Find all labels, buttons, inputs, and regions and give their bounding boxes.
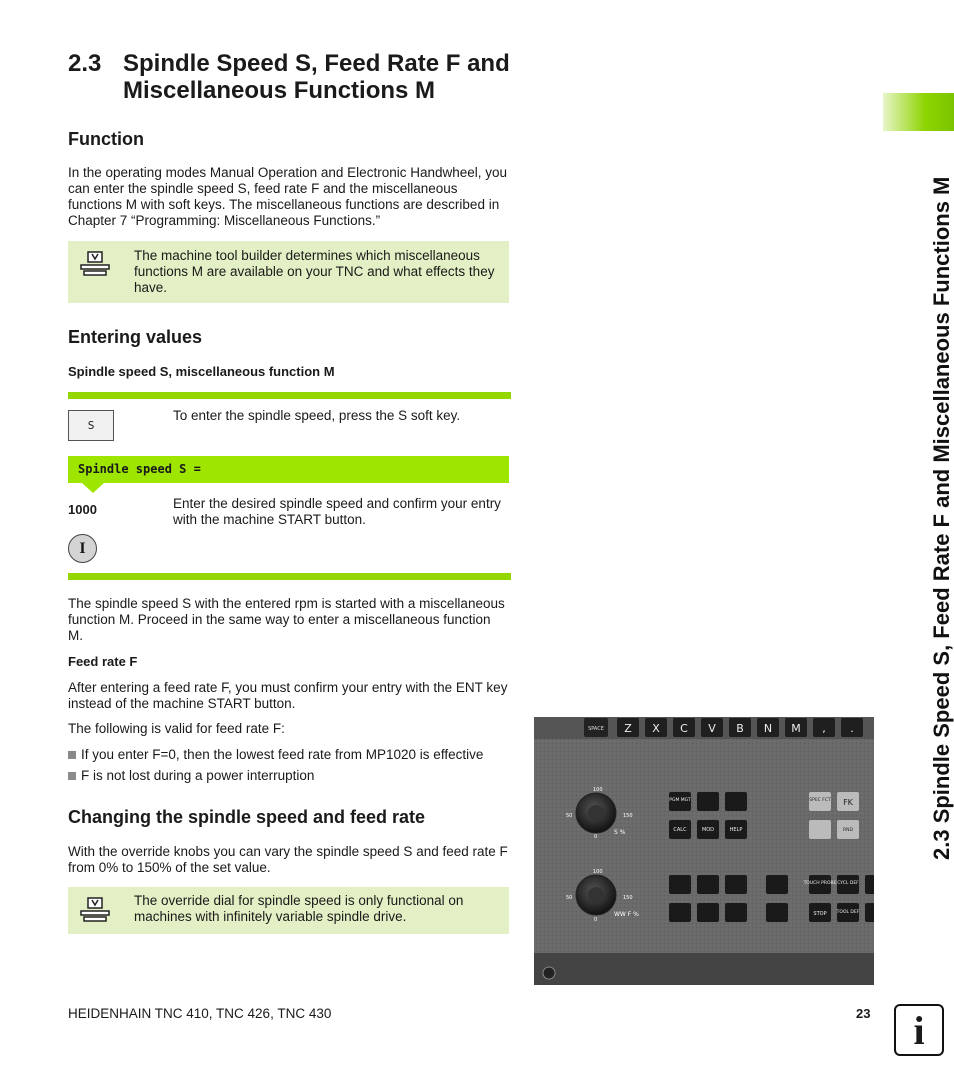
letter-key (841, 718, 863, 737)
input-value: 1000 (68, 502, 97, 517)
letter-key-label: N (763, 722, 773, 735)
feed-rate-heading: Feed rate F (68, 654, 138, 669)
svg-text:150: 150 (623, 895, 633, 901)
input-instruction: Enter the desired spindle speed and confirm your entry with the machine START button. (173, 496, 501, 527)
letter-key-label: C (680, 722, 688, 735)
svg-text:100: 100 (593, 869, 603, 875)
override-dial-note (68, 887, 509, 934)
section-number: 2.3 (68, 50, 102, 77)
blank-key (809, 820, 831, 839)
changing-heading: Changing the spindle speed and feed rate (68, 807, 426, 827)
help-key (725, 820, 747, 839)
function-heading: Function (68, 129, 144, 149)
cycl-def-key (837, 875, 859, 894)
letter-key-label: V (708, 722, 716, 735)
spindle-after-text: The spindle speed S with the entered rpm is started with a miscellaneous function M. Proceed in the same way to enter a miscellaneous function M. (68, 596, 505, 643)
calc-key (669, 820, 691, 839)
spindle-subheading: Spindle speed S, miscellaneous function M (68, 364, 335, 379)
svg-text:0: 0 (594, 834, 598, 840)
spec-fct-key (809, 792, 831, 811)
feed-valid-text: The following is valid for feed rate F: (68, 721, 285, 736)
letter-key (645, 718, 667, 737)
svg-text:50: 50 (566, 813, 573, 819)
handwheel-mode-key (697, 875, 719, 894)
bullet-square-icon (68, 751, 76, 759)
screw-icon (543, 967, 555, 979)
diamond-key (766, 875, 788, 894)
dialog-prompt: Spindle speed S = (68, 456, 509, 483)
single-block-key (697, 903, 719, 922)
letter-key-label: Z (624, 722, 632, 735)
svg-text:FK: FK (843, 798, 853, 807)
svg-text:HELP: HELP (729, 827, 743, 833)
svg-text:CALC: CALC (673, 827, 687, 833)
svg-text:50: 50 (566, 895, 573, 901)
machine-tool-icon (80, 251, 110, 277)
footer-text: HEIDENHAIN TNC 410, TNC 426, TNC 430 (68, 1006, 332, 1021)
letter-key (673, 718, 695, 737)
letter-key-label: M (791, 722, 801, 735)
svg-text:TOUCH PROBE: TOUCH PROBE (803, 881, 837, 886)
blank-key (697, 792, 719, 811)
softkey-instruction: To enter the spindle speed, press the S soft key. (173, 408, 461, 423)
svg-text:CYCL DEF: CYCL DEF (837, 881, 859, 886)
function-body: In the operating modes Manual Operation and Electronic Handwheel, you can enter the spindle speed S, feed rate F and the miscellaneous functions M with soft keys. The miscellaneous functions are described in Chapter 7 “Programming: Miscellaneous Functions.” (68, 165, 508, 228)
partial-key (865, 875, 874, 894)
positioning-key (725, 903, 747, 922)
machine-tool-icon (80, 897, 110, 923)
letter-key (617, 718, 639, 737)
s-softkey[interactable]: S (68, 410, 114, 441)
bullet-item: If you enter F=0, then the lowest feed rate from MP1020 is effective (68, 747, 483, 763)
letter-key-label: X (652, 722, 660, 735)
page-number: 23 (856, 1006, 871, 1021)
svg-text:WW F %: WW F % (614, 911, 639, 918)
letter-key (813, 718, 835, 737)
tool-def-key (836, 903, 860, 922)
svg-text:150: 150 (623, 813, 633, 819)
letter-key (785, 718, 807, 737)
mod-key (697, 820, 719, 839)
blank-key (725, 792, 747, 811)
svg-text:STOP: STOP (813, 911, 827, 917)
blank-key (725, 875, 747, 894)
entering-values-heading: Entering values (68, 327, 203, 347)
arrow-key (766, 903, 788, 922)
info-icon: i (894, 1004, 944, 1056)
svg-text:100: 100 (593, 787, 603, 793)
space-key (584, 718, 608, 737)
machine-builder-note (68, 241, 509, 303)
feed-rate-text: After entering a feed rate F, you must confirm your entry with the ENT key instead of the machine START button. (68, 680, 508, 711)
table-top-bar (68, 392, 511, 399)
fk-key (837, 792, 859, 811)
table-bottom-bar (68, 573, 511, 580)
stop-key (809, 903, 831, 922)
svg-text:SPACE: SPACE (588, 726, 604, 732)
svg-text:MOD: MOD (701, 827, 715, 833)
svg-text:0: 0 (594, 917, 598, 923)
svg-text:PGM MGT: PGM MGT (669, 798, 691, 803)
bullet-square-icon (68, 772, 76, 780)
note-text: The machine tool builder determines which miscellaneous functions M are available on your TNC and what effects they have. (134, 248, 495, 295)
partial-key (865, 903, 874, 922)
program-run-key (669, 903, 691, 922)
dialog-pointer (82, 483, 104, 493)
letter-key (757, 718, 779, 737)
svg-text:TOOL DEF: TOOL DEF (836, 910, 860, 915)
svg-text:RND: RND (843, 828, 853, 833)
letter-key-label: B (736, 722, 744, 735)
pgm-mgt-key (669, 792, 691, 811)
bullet-item: F is not lost during a power interruption (68, 768, 314, 784)
letter-key (729, 718, 751, 737)
letter-key-label: . (850, 722, 854, 735)
sidebar-title: 2.3 Spindle Speed S, Feed Rate F and Miscellaneous Functions M (929, 176, 954, 860)
svg-text:SPEC FCT: SPEC FCT (809, 798, 831, 803)
machine-panel-image (534, 717, 874, 985)
manual-mode-key (669, 875, 691, 894)
changing-body: With the override knobs you can vary the spindle speed S and feed rate F from 0% to 150% of the set value. (68, 844, 508, 875)
note-text: The override dial for spindle speed is only functional on machines with infinitely variable spindle drive. (134, 893, 464, 924)
letter-key-label: , (822, 722, 826, 735)
svg-text:S %: S % (614, 829, 626, 836)
rnd-key (837, 820, 859, 839)
machine-start-button[interactable]: I (68, 534, 97, 563)
section-title: Spindle Speed S, Feed Rate F and Miscellaneous Functions M (123, 50, 510, 104)
letter-key (701, 718, 723, 737)
